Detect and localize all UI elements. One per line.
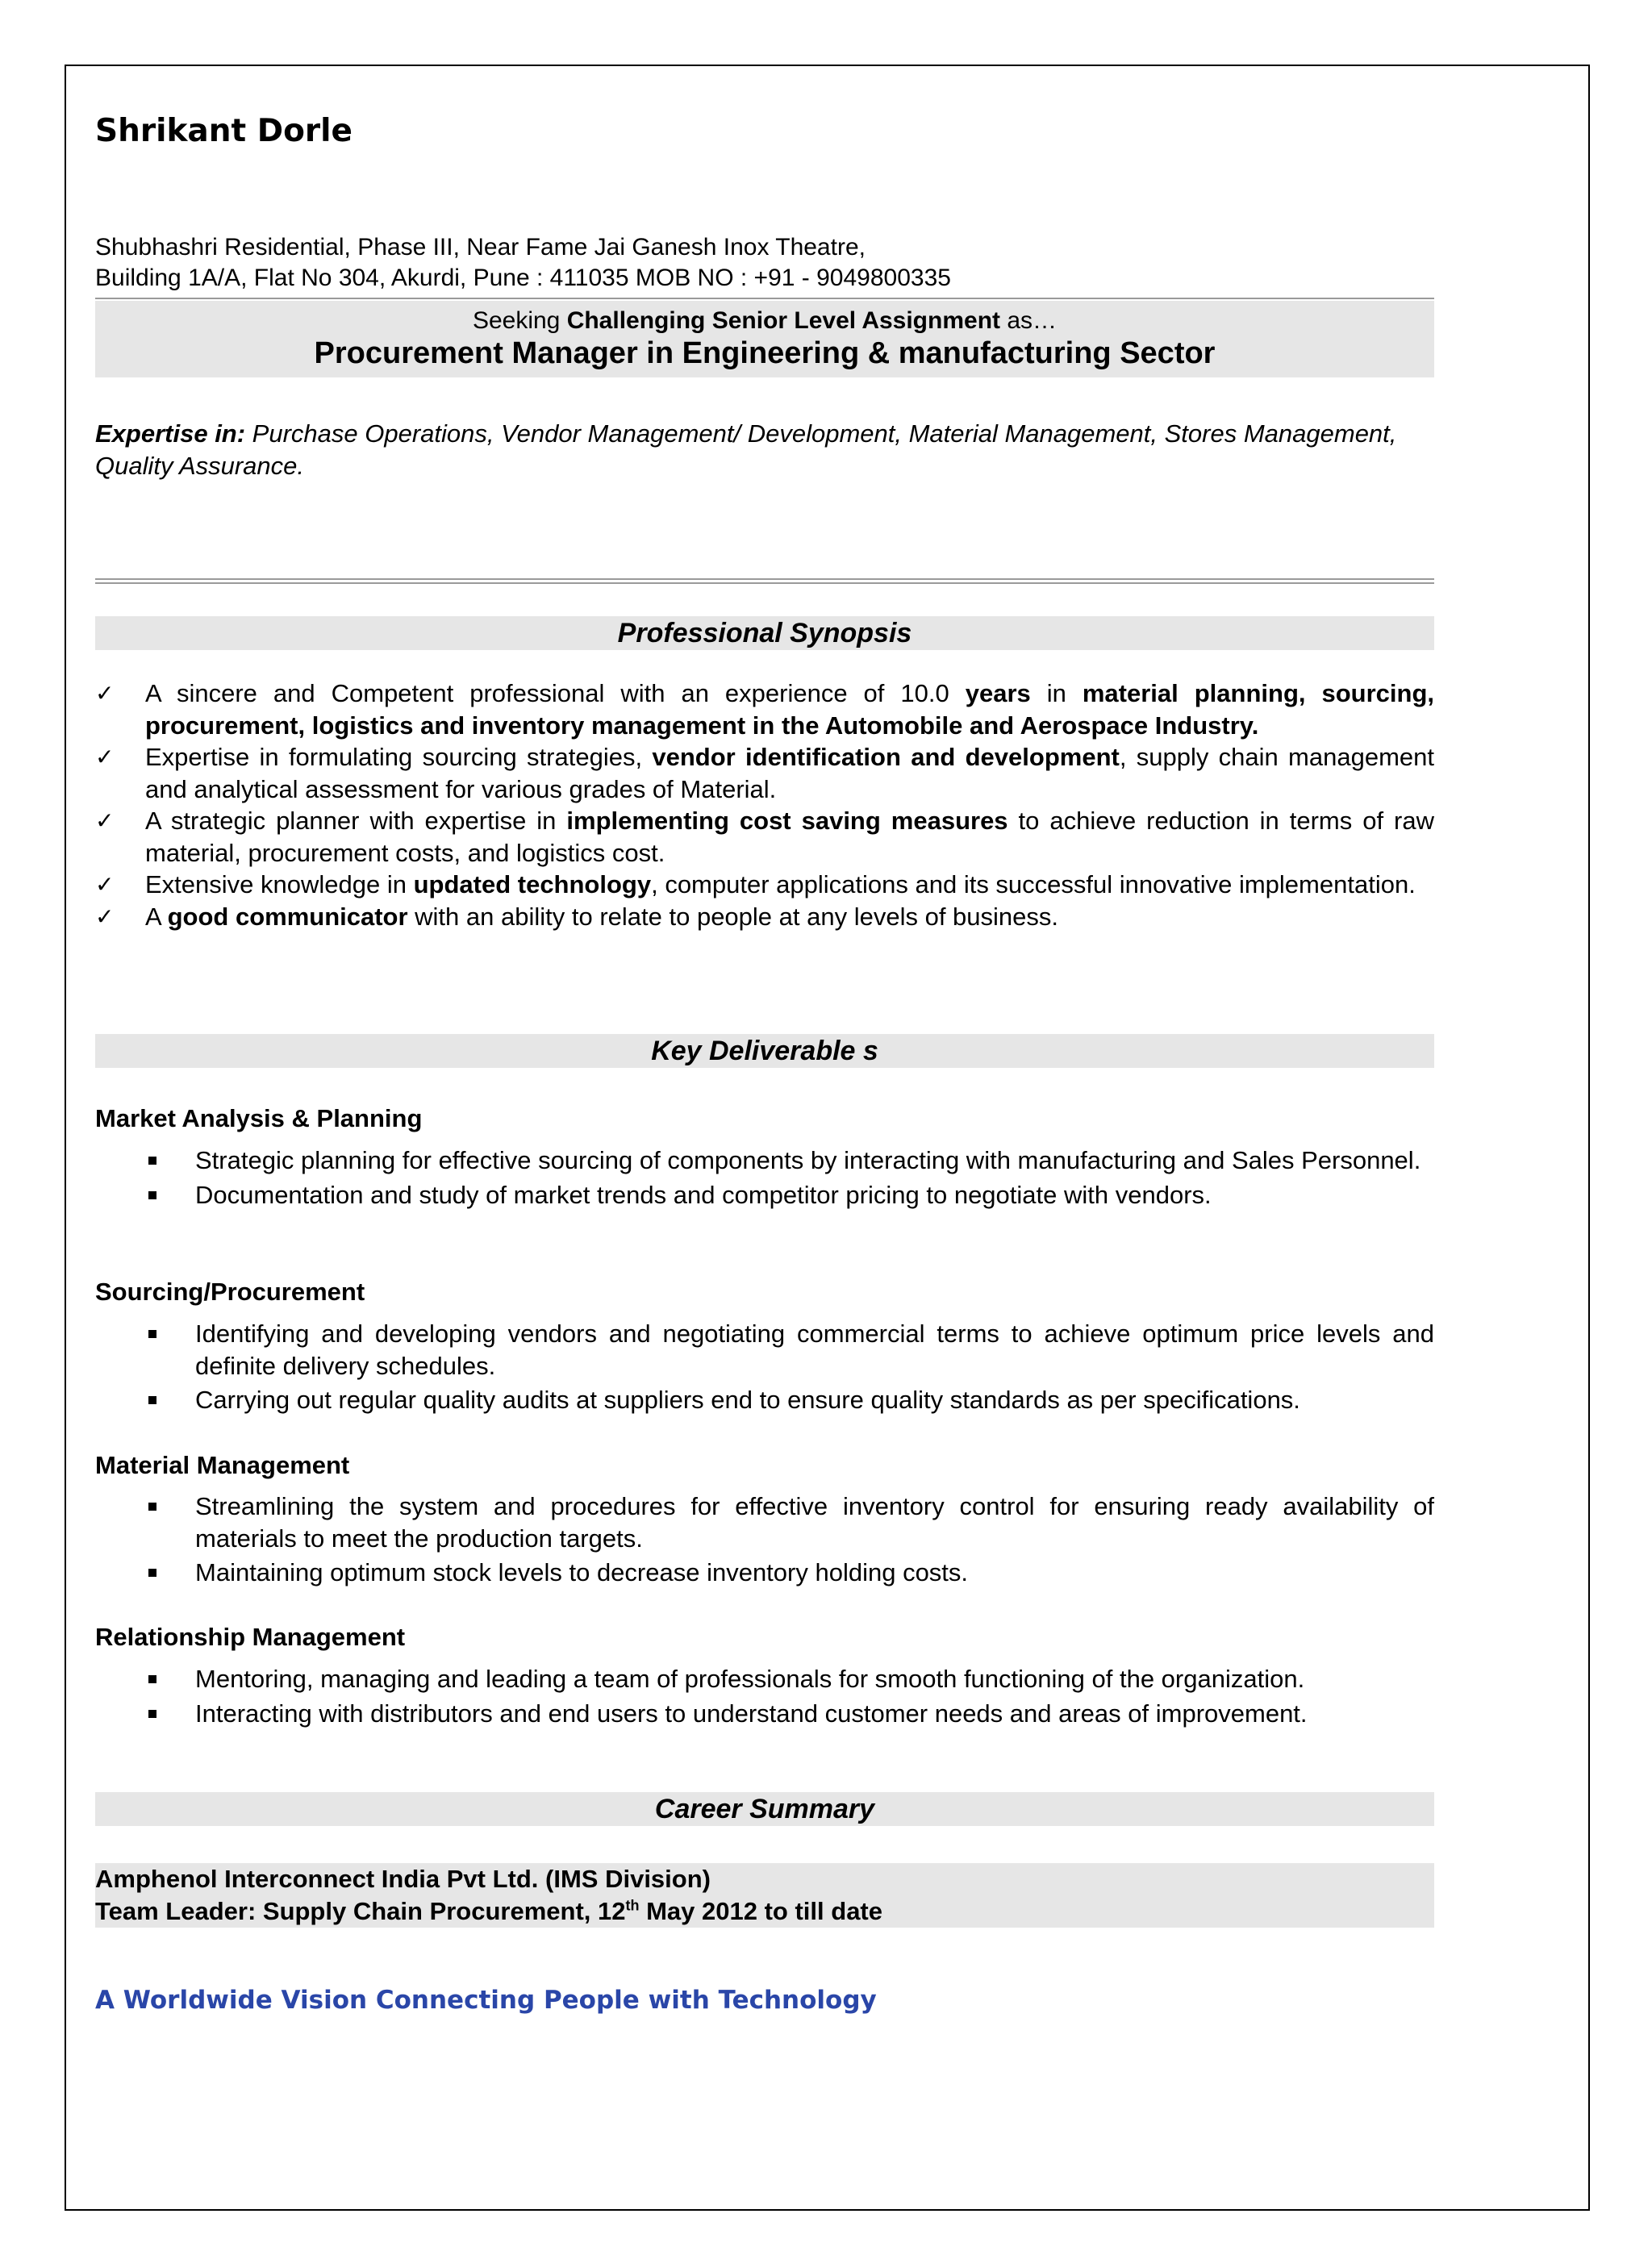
bullet-list (95, 1663, 1434, 1732)
square-bullet-icon (148, 1396, 156, 1404)
list-item: Streamlining the system and procedures for effective inventory control for ensuring ready availability of materials to meet the production targets. (95, 1490, 1434, 1554)
list-item: Carrying out regular quality audits at suppliers end to ensure quality standards as per specifications. (95, 1384, 1434, 1416)
bullet-list (95, 1318, 1434, 1419)
section-title: Relationship Management (95, 1623, 406, 1651)
address-line-1: Shubhashri Residential, Phase III, Near Fame Jai Ganesh Inox Theatre, (95, 234, 866, 261)
check-icon: ✓ (95, 808, 115, 833)
list-item: ✓ A sincere and Competent professional with an experience of 10.0 years in material planning, sourcing, procurement, logistics and inventory management in the Automobile and Aerospace Industry. (95, 679, 1435, 740)
list-item: Mentoring, managing and leading a team of professionals for smooth functioning of the organization. (95, 1663, 1434, 1695)
deliverables-heading: Key Deliverable s (95, 1034, 1434, 1068)
bullet-list (95, 1490, 1434, 1591)
company-name: Amphenol Interconnect India Pvt Ltd. (IMS Division) (95, 1865, 711, 1893)
bullet-list (95, 1144, 1434, 1213)
check-icon: ✓ (95, 903, 115, 929)
square-bullet-icon (148, 1191, 156, 1199)
list-item: ✓ A strategic planner with expertise in implementing cost saving measures to achieve reduction in terms of raw material, procurement costs, and logistics cost. (95, 807, 1434, 867)
synopsis-heading: Professional Synopsis (95, 616, 1434, 650)
section-title: Market Analysis & Planning (95, 1104, 423, 1132)
address-line-2: Building 1A/A, Flat No 304, Akurdi, Pune : 411035 MOB NO : +91 - 9049800335 (95, 265, 951, 291)
list-item: Interacting with distributors and end users to understand customer needs and areas of improvement. (95, 1698, 1434, 1730)
check-icon: ✓ (95, 872, 115, 897)
list-item: ✓ A good communicator with an ability to relate to people at any levels of business. (95, 901, 1434, 933)
check-icon: ✓ (95, 744, 115, 769)
list-item: Maintaining optimum stock levels to decrease inventory holding costs. (95, 1557, 1434, 1589)
company-tagline: A Worldwide Vision Connecting People with Technology (95, 1986, 877, 2015)
list-item: ✓ Extensive knowledge in updated technology, computer applications and its successful innovative implementation. (95, 869, 1434, 901)
square-bullet-icon (148, 1710, 156, 1718)
target-role: Procurement Manager in Engineering & manufacturing Sector (314, 336, 1216, 370)
square-bullet-icon (148, 1330, 156, 1338)
square-bullet-icon (148, 1569, 156, 1577)
synopsis-list (95, 677, 1434, 932)
candidate-name: Shrikant Dorle (95, 113, 353, 149)
expertise-divider (95, 578, 1434, 584)
section-title: Material Management (95, 1451, 350, 1479)
employment-entry (95, 1863, 1434, 1928)
square-bullet-icon (148, 1157, 156, 1165)
list-item: Documentation and study of market trends and competitor pricing to negotiate with vendors. (95, 1179, 1434, 1211)
career-heading: Career Summary (95, 1792, 1434, 1826)
square-bullet-icon (148, 1675, 156, 1683)
job-title-dates: Team Leader: Supply Chain Procurement, 12th May 2012 to till date (95, 1897, 882, 1925)
square-bullet-icon (148, 1503, 156, 1511)
expertise-statement: Expertise in: Purchase Operations, Vendor Management/ Development, Material Management, Stores Management, Quality Assurance. (95, 419, 1397, 480)
list-item: ✓ Expertise in formulating sourcing strategies, vendor identification and development, supply chain management and analytical assessment for various grades of Material. (95, 743, 1434, 803)
list-item: Strategic planning for effective sourcing of components by interacting with manufacturing and Sales Personnel. (95, 1144, 1434, 1177)
check-icon: ✓ (95, 681, 115, 706)
objective-box (95, 301, 1434, 377)
section-title: Sourcing/Procurement (95, 1278, 365, 1306)
list-item: Identifying and developing vendors and negotiating commercial terms to achieve optimum price levels and definite delivery schedules. (95, 1318, 1434, 1382)
seeking-line: Seeking Challenging Senior Level Assignment as… (472, 307, 1058, 334)
